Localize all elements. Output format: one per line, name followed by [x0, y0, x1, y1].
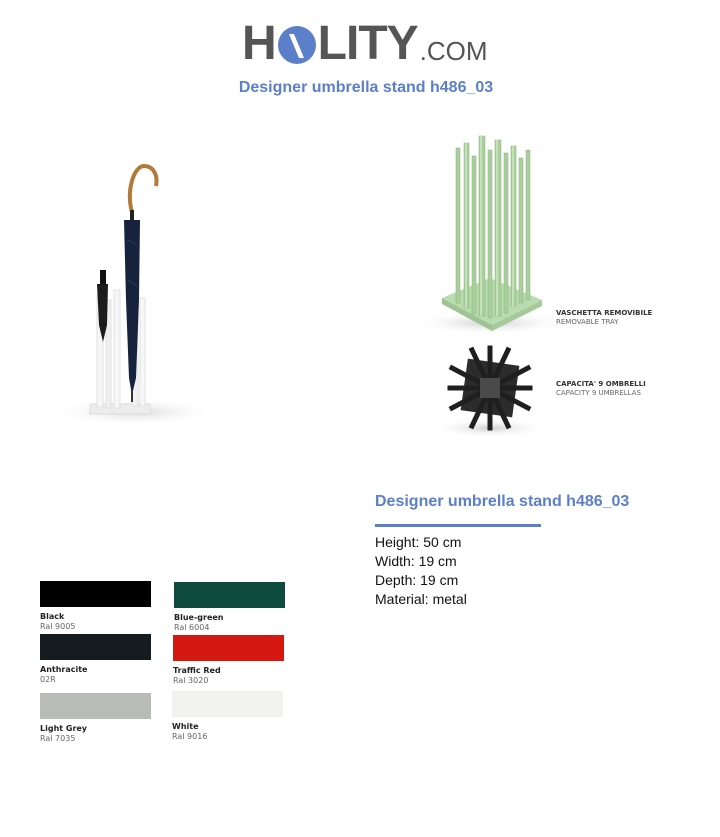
color-chip: [173, 635, 284, 661]
feature-label-title: VASCHETTA REMOVIBILE: [556, 309, 653, 317]
color-code: Ral 6004: [174, 623, 210, 632]
feature-label-title: CAPACITA' 9 OMBRELLI: [556, 380, 646, 388]
color-name: Light Grey: [40, 724, 88, 733]
logo-letters-lity: LITY: [317, 17, 418, 70]
spec-depth: Depth: 19 cm: [375, 572, 459, 588]
spec-width: Width: 19 cm: [375, 553, 457, 569]
color-chip: [172, 691, 283, 717]
logo-o-mark-icon: [277, 20, 317, 68]
color-code: Ral 9005: [40, 622, 76, 631]
title-divider: [375, 524, 541, 527]
color-name: Blue-green: [174, 613, 224, 622]
product-info: [375, 492, 675, 609]
page-title: Designer umbrella stand h486_03: [238, 79, 494, 96]
color-chip: [40, 693, 151, 719]
color-swatch-anthracite[interactable]: [40, 634, 151, 685]
logo-domain: .COM: [419, 36, 488, 66]
color-code: Ral 7035: [40, 734, 76, 743]
feature-label-subtitle: REMOVABLE TRAY: [556, 318, 619, 326]
color-swatch-white[interactable]: [172, 691, 283, 742]
color-code: Ral 9016: [172, 732, 208, 741]
color-swatch-light-grey[interactable]: [40, 693, 151, 744]
product-photo-with-umbrellas: [40, 150, 230, 450]
feature-label-capacity: [556, 380, 646, 398]
color-chip: [40, 581, 151, 607]
color-swatch-black[interactable]: [40, 581, 151, 632]
color-chip: [174, 582, 285, 608]
feature-label-removable-tray: [556, 309, 652, 327]
spec-height: Height: 50 cm: [375, 534, 462, 550]
product-title: Designer umbrella stand h486_03: [375, 493, 630, 510]
color-swatch-traffic-red[interactable]: [173, 635, 284, 686]
color-name: Anthracite: [40, 665, 88, 674]
logo-letter-h: H: [242, 17, 276, 70]
color-swatch-blue-green[interactable]: [174, 582, 285, 633]
color-name: Traffic Red: [173, 666, 221, 675]
color-name: White: [172, 722, 199, 731]
feature-label-subtitle: CAPACITY 9 UMBRELLAS: [556, 389, 641, 397]
color-code: Ral 3020: [173, 676, 209, 685]
color-name: Black: [40, 612, 65, 621]
color-chip: [40, 634, 151, 660]
color-code: 02R: [40, 675, 56, 684]
holity-logo[interactable]: [242, 12, 488, 68]
product-photo-green-stand: [420, 128, 700, 448]
spec-material: Material: metal: [375, 591, 467, 607]
